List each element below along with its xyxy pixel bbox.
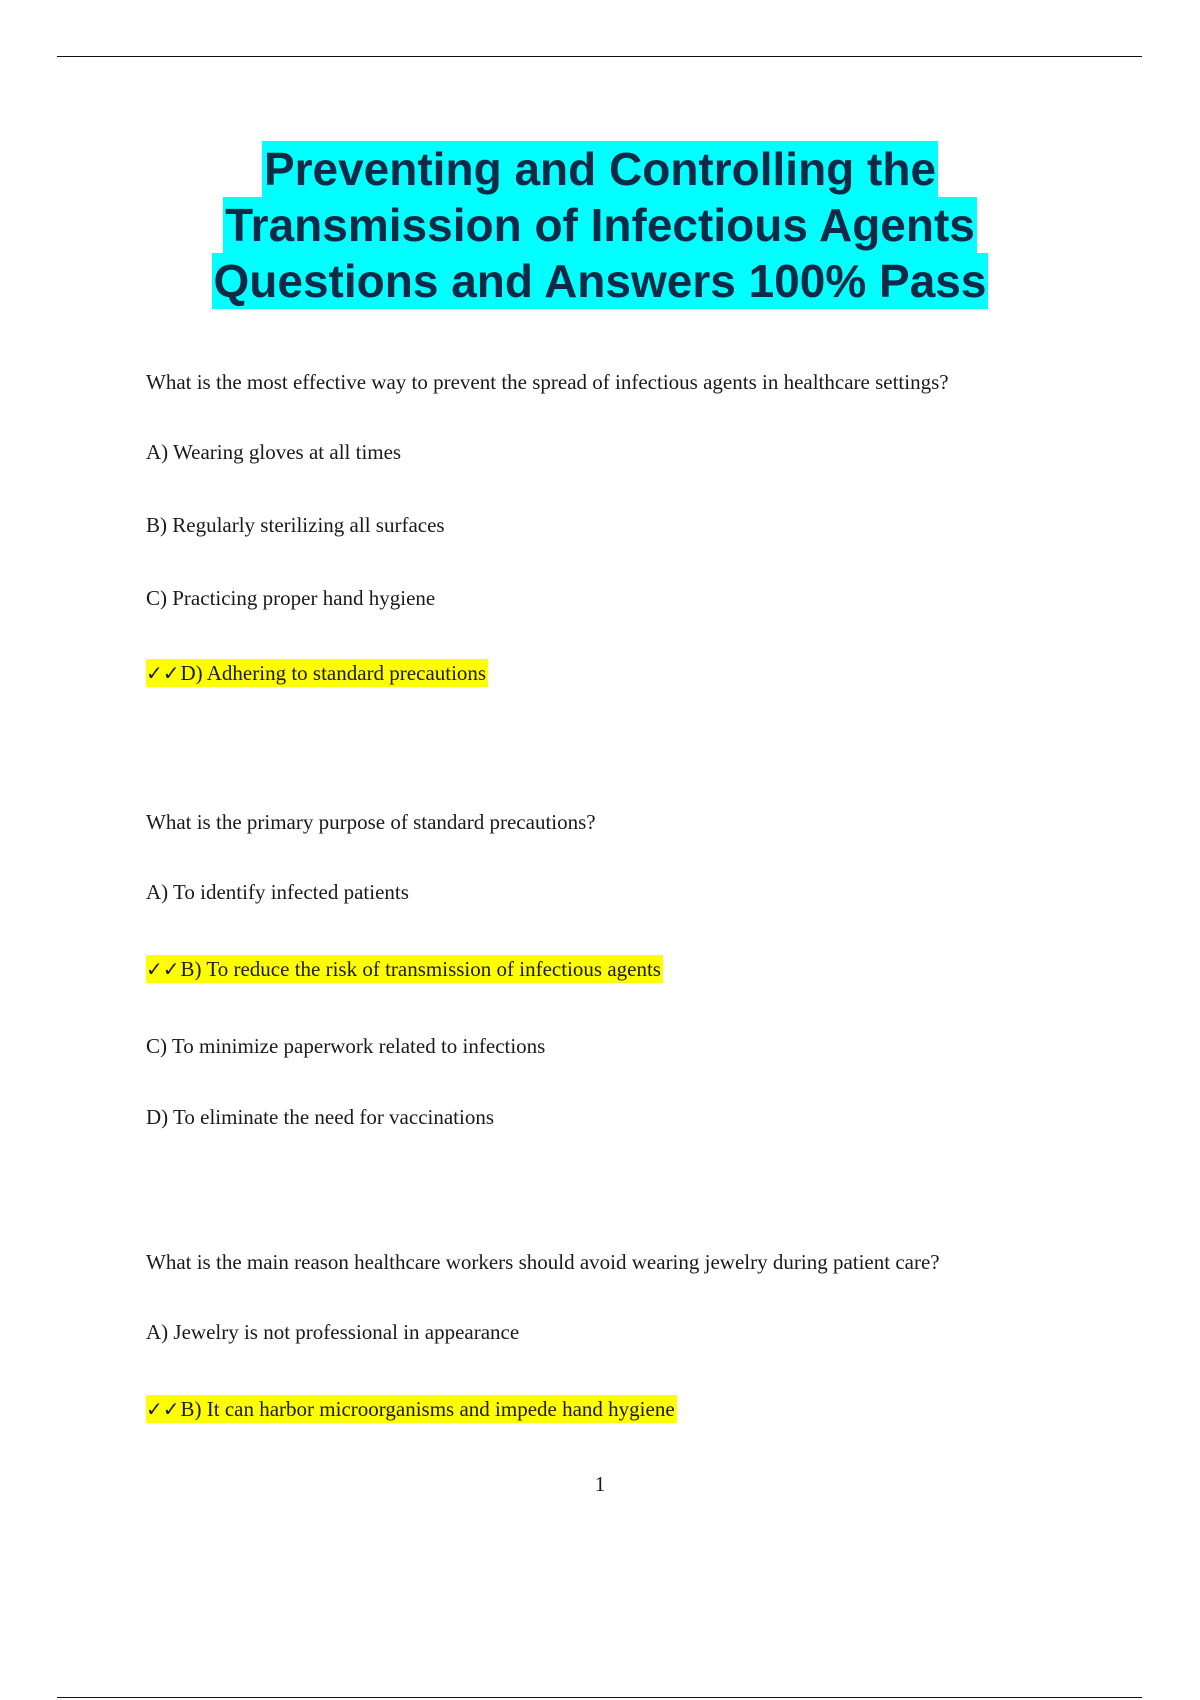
title-line: Questions and Answers 100% Pass xyxy=(213,255,987,307)
double-check-icon: ✓✓ xyxy=(146,1397,180,1421)
answer-option: C) Practicing proper hand hygiene xyxy=(146,586,436,610)
title-line: Preventing and Controlling the xyxy=(263,143,937,195)
double-check-icon: ✓✓ xyxy=(146,957,180,981)
question-text: What is the main reason healthcare workers should avoid wearing jewelry during patient care? xyxy=(146,1250,940,1274)
question-text: What is the most effective way to prevent the spread of infectious agents in healthcare settings? xyxy=(146,370,949,394)
answer-option: A) Jewelry is not professional in appearance xyxy=(146,1320,520,1344)
page-number: 1 xyxy=(594,1472,606,1496)
correct-answer-option: ✓✓B) It can harbor microorganisms and impede hand hygiene xyxy=(146,1397,675,1421)
answer-option: C) To minimize paperwork related to infections xyxy=(146,1034,546,1058)
title-line: Transmission of Infectious Agents xyxy=(225,199,975,251)
question-text: What is the primary purpose of standard precautions? xyxy=(146,810,596,834)
top-rule xyxy=(57,56,1142,57)
correct-answer-option: ✓✓B) To reduce the risk of transmission of infectious agents xyxy=(146,957,661,981)
answer-option: A) Wearing gloves at all times xyxy=(146,440,402,464)
correct-answer-option: ✓✓D) Adhering to standard precautions xyxy=(146,661,487,685)
answer-option: B) Regularly sterilizing all surfaces xyxy=(146,513,445,537)
answer-option: A) To identify infected patients xyxy=(146,880,409,904)
double-check-icon: ✓✓ xyxy=(146,661,180,685)
bottom-rule xyxy=(57,1697,1142,1698)
answer-option: D) To eliminate the need for vaccinations xyxy=(146,1105,495,1129)
document-title xyxy=(0,141,1200,309)
